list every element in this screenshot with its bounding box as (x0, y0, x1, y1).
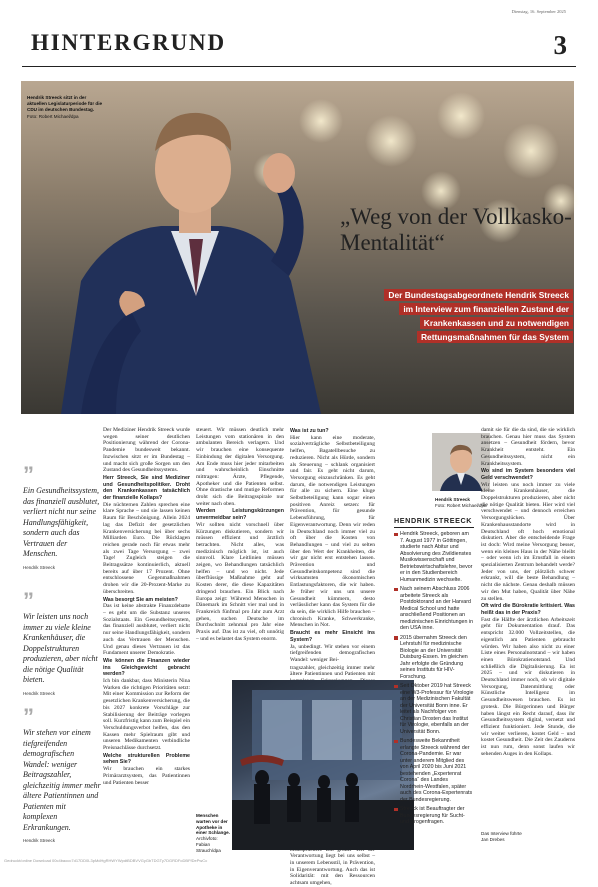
portrait-name: Hendrik Streeck (435, 497, 470, 502)
quote-mark-icon: ” (23, 588, 34, 613)
article-paragraph: Wir sollten nicht vorschnell über Kürzungen diskutieren, sondern wir müssen effizient und ärztlich betrachten. Nicht alles, was medizinisch möglich ist, ist auch sinnvoll. Klare Leitlinien müssen zeigen, wo Behandlungen tatsächlich helfen – und wo nicht. Jede überflüssige Maßnahme geht auf Kosten derer, die diese Kapazitäten dringend brauchen. Ein Blick nach Europa zeigt: Während Menschen in Dänemark im Schnitt vier mal und in Frankreich fünfmal pro Jahr zum Arzt gehen, suchen Deutsche im Durchschnitt zehnmal pro Jahr eine Praxis auf. Das ist zu viel, oft unnötig – und es belastet das System enorm. (196, 521, 284, 642)
article-paragraph: tragszahler, gleichzeitig immer mehr ältere Patientinnen und Patienten mit (290, 664, 375, 678)
interview-question: Herr Streeck, Sie sind Mediziner und Gesundheitspolitiker. Droht den Krankenkassen tatsächlich der finanzielle Kollaps? (103, 474, 190, 502)
pharmacy-photo-illustration (232, 680, 414, 850)
article-paragraph: Wir leisten uns noch immer zu viele kleine Krankenhäuser, die Doppelstrukturen produzieren, aber nicht die nötige Qualität bieten. Hier wird viel verschwendet – und dennoch erreichen Versorgungslücken. Über Krankenhausstandorte wird in Deutschland oft hoch emotional diskutiert. Aber die entscheidende Frage ist doch: Wird meine Versorgung besser, wenn ein kleines Haus in der Nähe bleibt – oder wenn ich im Ernstfall in einem spezialisierten Zentrum behandelt werde? Jeder von uns, der plötzlich schwer erkrankt, will die beste Behandlung – nicht die nächste. Genau deshalb müssen wir den Mut haben, Qualität über Nähe zu stellen. (481, 481, 575, 602)
article-paragraph: Das ist keine abstrakte Finanzdebatte – es geht um die Substanz unseres Sozialstaats. Ein Gesundheitssystem, das finanziell ausblutet, verliert nicht nur seine Handlungsfähigkeit, sondern auch das Vertrauen der Menschen. Und genau dieses Vertrauen ist das Fundament unserer Demokratie. (103, 603, 190, 657)
article-column-1 (103, 427, 190, 787)
article-paragraph: damit sie für die da sind, die sie wirklich brauchen. Genau hier muss das System ansetzen – Gesundheit fördern, bevor Krankheit entsteht. Ein Gesundheitssystem, nicht ein Krankheitssystem. (481, 427, 575, 467)
credit-line-2: Jan Drebes (481, 836, 505, 842)
portrait-credit: Foto: Robert Michael/dpa (435, 503, 487, 508)
article-paragraph: Verantwortung liegt bei uns selbst – in unserem Lebensstil, in Prävention, in Eigenverantwortung. Auch das ist Solidarität: mit den Ressourcen achtsam umgehen, (290, 853, 375, 887)
article-paragraph: steuert. Wir müssen deutlich mehr Leistungen vom stationären in den ambulanten Bereich verlagern. Und wir brauchen eine konsequente Einbindung der digitalen Versorgung. Am Ende muss hier jeder mitarbeiten und wahrscheinlich Einschnitte mittragen: Ärzte, Pflegende, Apotheker und die Patienten selbst. Ohne drastische und mutige Reformen droht sich die Beitragsspirale nur weiter nach oben. (196, 427, 284, 507)
article-paragraph: Die nüchternen Zahlen sprechen eine klare Sprache – und sie lassen keinen Raum für Beschönigung. Allein 2024 lag das Defizit der gesetzlichen Krankenversicherung bei über sechs Milliarden Euro. Die Rücklagen reichen gerade noch für etwas mehr als zwei Tage Versorgung – zwei Tage! Zugleich steigen die Beitragssätze kontinuierlich, aktuell bereits auf über 17 Prozent. Ohne entschlossene Gegenmaßnahmen drohen wir die 20-Prozent-Marke zu überschreiten. (103, 501, 190, 595)
pull-quote-2 (23, 588, 101, 696)
pull-quote-text: Wir stehen vor einem tiefgreifenden demografischen Wandel: weniger Beitragszahler, gleichzeitig immer mehr ältere Patientinnen und Patienten mit komplexen Erkrankungen. (23, 728, 101, 832)
hero-caption-text: Hendrik Streeck sitzt in der aktuellen Legislaturperiode für die CDU im deutschen Bundestag. (27, 95, 103, 113)
credit-line-1: Das Interview führte (481, 831, 522, 836)
hero-caption-credit: Foto: Robert Michael/dpa (27, 113, 79, 119)
bio-heading: HENDRIK STREECK (394, 516, 474, 528)
quote-mark-icon: ” (23, 704, 34, 729)
article-paragraph: Der Mediziner Hendrik Streeck wurde wegen seiner deutlichen Positionierung während der Corona-Pandemie bundesweit bekannt. Inzwischen sitzt er im Bundestag – und macht sich große Sorgen um den Zustand des Gesundheitssystems. (103, 427, 190, 474)
article-paragraph: Wir brauchen ein starkes Primärarztsystem, das Patientinnen und Patienten besser (103, 766, 190, 786)
interview-question: Oft wird die Bürokratie kritisiert. Was heißt das in der Praxis? (481, 603, 575, 616)
interview-question: Wo sind im System besonders viel Geld verschwendet? (481, 468, 575, 481)
page-number: 3 (553, 30, 567, 60)
pull-quote-author: Hendrik Streeck (23, 690, 56, 696)
article-paragraph: Hier kann eine moderate, sozialverträgliche Selbstbeteiligung helfen, Bagatellbesuche zu reduzieren. Nicht als Hürde, sondern als Steuerung – schlank organisiert und fair. Es geht nicht darum, Versorgung einzuschränken. Es geht darum, die notwendigen Leistungen für alle zu sichern. Eine kluge Selbstbeteiligung kann sogar einen positiven Anreiz setzen: für Prävention, für gesunde Lebensführung, für Eigenverantwortung. Denn wir reden in Deutschland noch immer viel zu oft über die Kosten von Behandlungen – und viel zu selten über den Wert der Krankheiten, die wir gar nicht erst entstehen lassen. Prävention und Gesundheitskompetenz sind die wirksamsten ökonomischen Entlastungsfaktoren, die wir haben. Je früher wir uns um unsere Gesundheit kümmern, desto verlässlicher kann das System für die da sein, die wirklich Hilfe brauchen – chronisch Kranke, Schwerkranke, Menschen in Not. (290, 434, 375, 629)
bio-item: 2015 übernahm Streeck den Lehrstuhl für medizinische Biologie an der Universität Duisburg-Essen. Im gleichen Jahr erfolgte die Gründung seines Instituts für HIV-Forschung. (394, 635, 474, 681)
pharmacy-photo (232, 680, 414, 850)
interview-question: Braucht es mehr Einsicht ins System? (290, 630, 375, 643)
pharmacy-caption-text: Menschen warten vor der Apotheke in einer Schlange. (196, 813, 230, 836)
bio-list (394, 531, 474, 829)
section-title: HINTERGRUND (31, 30, 226, 55)
interview-question: Was ist zu tun? (290, 428, 329, 434)
pull-quote-text: Ein Gesundheitssystem, das finanziell ausblutet, verliert nicht nur seine Handlungsfähigkeit, sondern auch das Vertrauen der Menschen. (23, 486, 100, 558)
download-footer: Gedruckt/online Download 00c4baocc7d17DD0L3pMdHgRHWYWpdtBDBVVGyGbTDGTy7DGRDFoDBFfDePwCc (4, 858, 208, 863)
bio-item: Streeck ist Beauftragter der Bundesregierung für Sucht- und Drogenfragen. (394, 806, 474, 826)
interview-question: Was besorgt Sie am meisten? (103, 596, 178, 603)
quote-mark-icon: ” (23, 462, 34, 487)
headline: „Weg von der Vollkasko-Mentalität“ (340, 204, 572, 255)
interview-credit (481, 831, 522, 842)
issue-date: Dienstag, 16. September 2025 (511, 9, 566, 14)
header-rule (22, 66, 576, 67)
bio-item: Hendrik Streeck, geboren am 7. August 1977 in Göttingen, studierte nach Abitur und Absolvierung des Zivildienstes Musikwissenschaft und Betriebswirtschaftslehre, bevor er in den Studienbereich Humanmedizin wechselte. (394, 531, 474, 583)
pharmacy-caption-credit: Archivfoto: Fabian Strauch/dpa (196, 836, 221, 853)
deck-text: Der Bundestagsabgeordnete Hendrik Streeck im Interview zum finanziellen Zustand der Krankenkassen und zu notwendigen Rettungsmaßnahmen für das System (384, 289, 573, 343)
bio-item: Seit Oktober 2019 hat Streeck eine W3-Professur für Virologie an der Medizinischen Fakultät der Universität Bonn inne. Er leitet als Nachfolger von Christian Drosten das Institut für Virologie, ebenfalls an der Universität Bonn. (394, 683, 474, 735)
interview-question: Werden Leistungskürzungen unvermeidbar sein? (196, 508, 284, 522)
bio-item: Nach seinem Abschluss 2006 arbeitete Streeck als Postdoktorand an der Harvard Medical School und hatte anschließend Positionen an medizinischen Einrichtungen in den USA inne. (394, 586, 474, 632)
interview-question: Welche strukturellen Probleme sehen Sie? (103, 752, 190, 766)
pull-quote-author: Hendrik Streeck (23, 564, 56, 570)
bio-item: Bundesweite Bekanntheit erlangte Streeck während der Corona-Pandemie. Er war unter anderem Mitglied des von April 2020 bis Juni 2021 bestehenden „Expertenrat Corona“ des Landes Nordrhein-Westfalen, später auch des Corona-Expertenrats der Bundesregierung. (394, 738, 474, 803)
interview-question: Wie können die Finanzen wieder ins Gleichgewicht gebracht werden? (103, 657, 190, 678)
pull-quote-3 (23, 704, 101, 843)
hero-photo-caption (27, 95, 107, 120)
pull-quote-author: Hendrik Streeck (23, 838, 56, 843)
pharmacy-photo-caption (196, 813, 230, 854)
article-column-2 (196, 427, 284, 644)
deck-subheadline (380, 288, 573, 344)
pull-quote-1 (23, 462, 101, 570)
article-paragraph: Fast die Hälfte der ärztlichen Arbeitszeit geht für Dokumentation drauf. Das entspricht 32.000 Vollzeitstellen, die eigentlich am Patienten gebraucht würden. Wir haben also nicht zu einer Liste eines Personalnotstand – wir haben einen Bürokratienotstand. Und schließlich die Digitalisierung. Ea ist 2025 – und wir diskutieren in Deutschland immer noch, ob wir digitale Versorgung, Datenmittlung oder Künstliche Intelligenz im Gesundheitswesen brauchen. Es ist grotesk. Die Bürgerinnen und Bürger haben längst ein Recht darauf, dass ihr Gesundheitssystem digital, vernetzt und effizient funktioniert. Jede Stunde, die wir weiter verlieren, kostet Geld – und kostet Gesundheit. Die Zeit des Zauderns ist nun rum, denn sonst laufen wir sehenden Auges in den Kollaps. (481, 616, 575, 757)
pull-quote-text: Wir leisten uns noch immer zu viele kleine Krankenhäuser, die Doppelstrukturen produzieren, aber nicht die nötige Qualität bieten. (23, 612, 98, 684)
article-paragraph: Ja, unbedingt. Wir stehen vor einem tiefgreifenden demografischen Wandel: weniger Bei- (290, 643, 375, 663)
article-paragraph: Ich bin dankbar, dass Ministerin Nina Warken die richtigen Prioritäten setzt: Mit einer Kommission zur Reform der gesetzlichen Krankenversicherung, die bis 2027 konkrete Vorschläge zur Stabilisierung der Beiträge vorlegen soll. Kurzfristig kann zum Beispiel ein Verschuldungsverbot helfen, das den Kassen mehr Spielraum gibt und unseren Medikamenten verbindliche Preisnachlässe durchsetzt. (103, 678, 190, 752)
article-column-5 (481, 427, 575, 758)
